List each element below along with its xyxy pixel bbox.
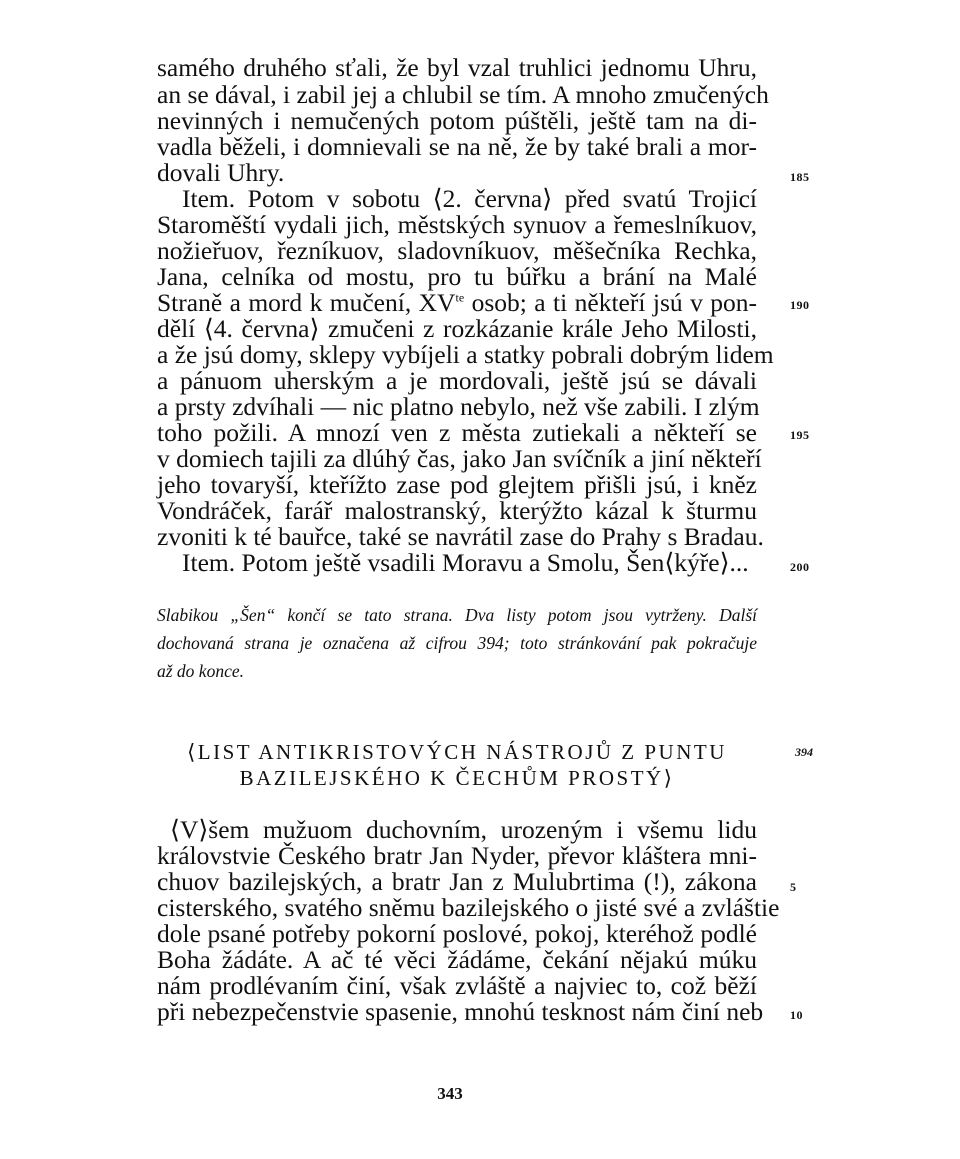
text-line: toho požili. A mnozí ven z města zutiekali a někteří se (157, 418, 757, 447)
text-line: zvoniti k té bauřce, také se navrátil zase do Prahy s Bradau. (157, 522, 764, 551)
page-number: 343 (437, 1084, 463, 1103)
text-line: Item. Potom ještě vsadili Moravu a Smolu, Šen⟨kýře⟩... (182, 548, 749, 577)
text-line: dovali Uhry. (157, 158, 285, 187)
line-number: 200 (790, 560, 810, 574)
text-line: a že jsú domy, sklepy vybíjeli a statky pobrali dobrým lidem (157, 340, 774, 369)
superscript: te (455, 290, 465, 305)
text-line: při nebezpečenstvie spasenie, mnohú tesknost nám činí neb (157, 997, 764, 1026)
text-line: ⟨V⟩šem mužuom duchovním, urozeným i všemu lidu (170, 815, 757, 844)
line-number: 5 (790, 880, 797, 894)
text-line: Jana, celníka od mostu, pro tu búřku a brání na Malé (157, 262, 757, 291)
text-line: jeho tovaryší, kteřížto zase pod glejtem přišli jsú, i kněz (157, 470, 757, 499)
line-text: osob; a ti někteří jsú v pon- (464, 288, 757, 317)
text-line: dělí ⟨4. června⟩ zmučeni z rozkázanie krále Jeho Milosti, (157, 314, 757, 343)
line-number: 195 (790, 428, 810, 442)
text-line: nožieřuov, řezníkuov, sladovníkuov, měšečníka Rechka, (157, 236, 757, 265)
text-line: samého druhého sťali, že byl vzal truhlici jednomu Uhru, (157, 53, 757, 82)
editorial-note-line: dochovaná strana je označena až cifrou 394; toto stránkování pak pokračuje (157, 633, 757, 653)
text-line: Boha žádáte. A ač té věci žádáme, čekání nějakú múku (157, 945, 757, 974)
line-number: 190 (790, 298, 810, 312)
editorial-note-line: Slabikou „Šen“ končí se tato strana. Dva listy potom jsou vytrženy. Další (157, 605, 757, 625)
text-line: v domiech tajili za dlúhý čas, jako Jan svíčník a jiní někteří (157, 444, 762, 473)
line-number: 10 (790, 1008, 803, 1022)
text-line: Staroměští vydali jich, městských synuov a řemeslníkuov, (157, 210, 757, 239)
editorial-note-line: až do konce. (157, 661, 244, 681)
folio-number: 394 (795, 745, 813, 759)
text-line: cisterského, svatého sněmu bazilejského o jisté své a zvláštie (157, 893, 780, 922)
section-heading: BAZILEJSKÉHO K ČECHŮM PROSTÝ⟩ (239, 766, 675, 790)
text-line: Item. Potom v sobotu ⟨2. června⟩ před svatú Trojicí (182, 184, 757, 213)
text-line: královstvie Českého bratr Jan Nyder, převor kláštera mni- (157, 841, 757, 870)
text-line: an se dával, i zabil jej a chlubil se tím. A mnoho zmučených (157, 80, 769, 109)
text-line: dole psané potřeby pokorní poslové, pokoj, kteréhož podlé (157, 919, 757, 948)
text-line: vadla běželi, i domnievali se na ně, že by také brali a mor- (157, 132, 757, 161)
text-line: chuov bazilejských, a bratr Jan z Mulubrtima (!), zákona (157, 867, 757, 896)
section-heading: ⟨LIST ANTIKRISTOVÝCH NÁSTROJŮ Z PUNTU (187, 740, 727, 764)
text-line: a prsty zdvíhali — nic platno nebylo, než vše zabili. I zlým (157, 392, 760, 421)
line-number: 185 (790, 170, 810, 184)
text-line: nám prodlévaním činí, však zvláště a najviec to, což běží (157, 971, 757, 1000)
line-text: Straně a mord k mučení, XV (157, 288, 456, 317)
text-line: nevinných i nemučených potom púštěli, ještě tam na di- (157, 106, 757, 135)
text-line: a pánuom uherským a je mordovali, ještě jsú se dávali (157, 366, 757, 395)
text-line: Vondráček, farář malostranský, kterýžto kázal k šturmu (157, 496, 757, 525)
